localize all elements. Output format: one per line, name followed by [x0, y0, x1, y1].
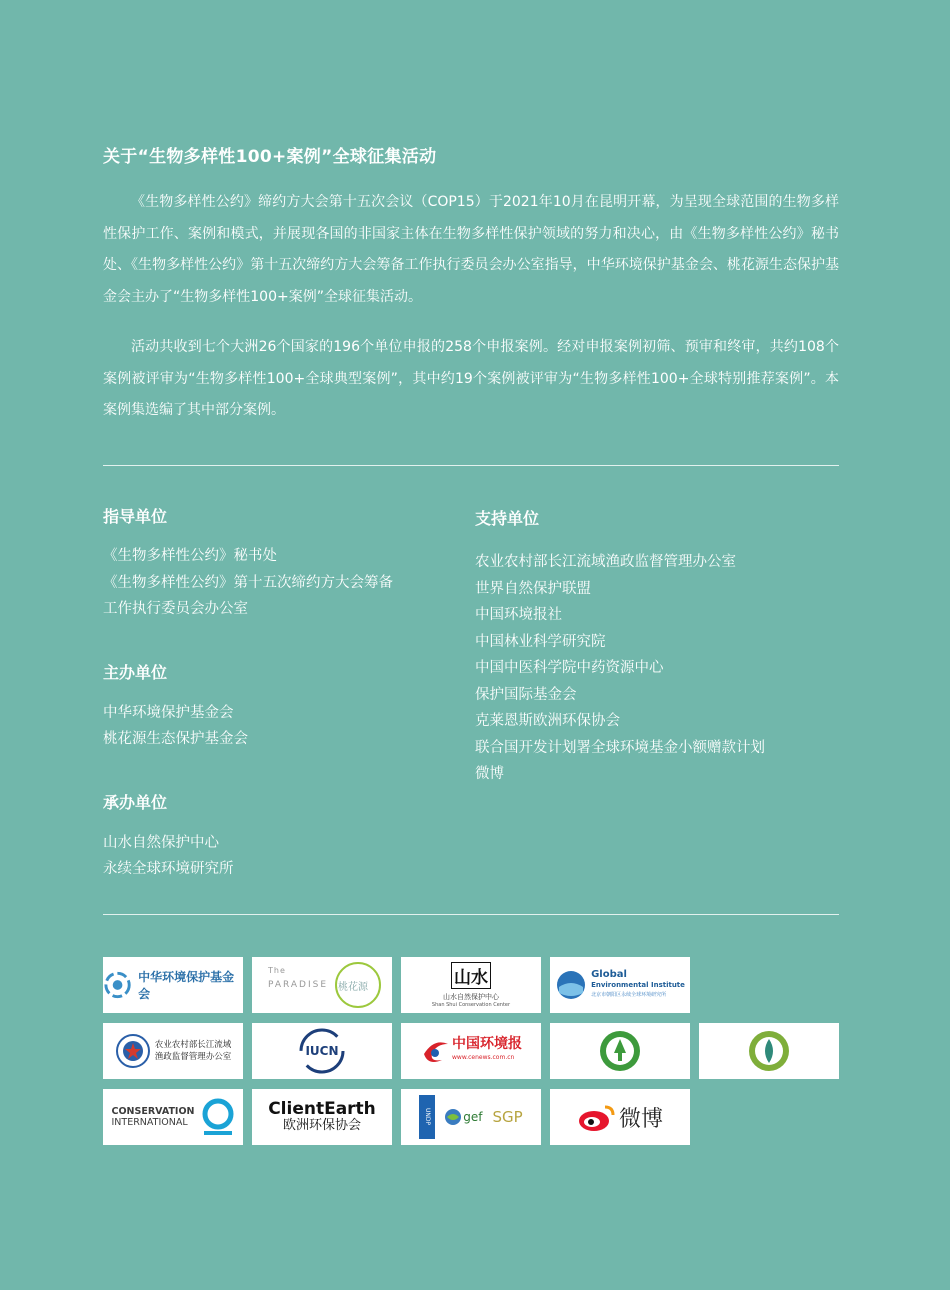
ci-ring-icon	[201, 1097, 235, 1137]
about-title: 关于“生物多样性100+案例”全球征集活动	[103, 147, 437, 167]
logo-cepf-text: 中华环境保护基金会	[138, 970, 235, 1001]
logo-yangtze	[103, 1023, 243, 1079]
logo-paradise	[252, 957, 392, 1013]
hosts-list	[103, 830, 463, 883]
logo-cepf	[103, 957, 243, 1013]
list-item: 永续全球环境研究所	[103, 861, 234, 877]
logo-shanshui-cn: 山水自然保护中心	[443, 993, 499, 1001]
logo-yangtze-l1: 农业农村部长江流域	[154, 1040, 232, 1050]
list-item: 桃花源生态保护基金会	[103, 731, 248, 747]
logo-gei	[550, 957, 690, 1013]
list-item: 《生物多样性公约》秘书处	[103, 548, 277, 564]
logo-ci-l2: INTERNATIONAL	[111, 1117, 188, 1128]
logo-shanshui-en: Shan Shui Conservation Center	[431, 1002, 511, 1008]
list-item: 山水自然保护中心	[103, 834, 219, 851]
logo-paradise-word: PARADISE	[268, 980, 329, 990]
logo-paradise-cn: 桃花源	[338, 982, 368, 993]
divider-bottom	[103, 914, 839, 915]
logo-undp-text: UNDP	[423, 1108, 431, 1126]
list-item: 联合国开发计划署全球环境基金小额赠款计划	[475, 739, 765, 756]
logo-weibo	[550, 1089, 690, 1145]
weibo-eye-icon	[577, 1101, 617, 1133]
list-item: 农业农村部长江流域渔政监督管理办公室	[475, 554, 736, 570]
undp-block	[419, 1095, 435, 1139]
list-item: 中国中医科学院中药资源中心	[475, 660, 664, 676]
shanshui-mark	[451, 962, 491, 989]
logo-gef-text: gef	[463, 1110, 483, 1124]
logo-clientearth-cn: 欧洲环保协会	[282, 1118, 361, 1133]
about-paragraph-2: 活动共收到七个大洲26个国家的196个单位申报的258个申报案例。经对申报案例初筛、预审和终审，共约108个案例被评审为“生物多样性100+全球典型案例”，其中约19个案例被评审为“生物多样性100+全球特别推荐案例”。本案例集选编了其中部分案例。	[103, 339, 839, 418]
supporters-list	[475, 549, 835, 788]
logo-undp-gef-sgp	[401, 1089, 541, 1145]
list-item: 《生物多样性公约》第十五次缔约方大会筹备	[103, 574, 393, 591]
logo-ci-l1: CONSERVATION	[111, 1106, 195, 1117]
logo-paradise-the: The	[268, 966, 286, 975]
forestry-emblem-icon	[598, 1029, 642, 1073]
logo-gei-l2: Environmental Institute	[591, 981, 685, 989]
cepf-swirl-icon	[103, 970, 132, 1000]
organizers-group	[103, 660, 463, 753]
right-column	[475, 506, 835, 788]
logo-cenews-url: www.cenews.com.cn	[452, 1054, 515, 1061]
gef-globe-icon	[443, 1107, 463, 1127]
logo-sgp-text: SGP	[492, 1108, 523, 1126]
logo-clientearth	[252, 1089, 392, 1145]
logo-gei-l1: Global	[591, 969, 627, 980]
guidance-list	[103, 543, 463, 623]
logo-shanshui-glyph: 山水	[451, 962, 491, 989]
list-item: 保护国际基金会	[475, 686, 577, 703]
guidance-group	[103, 504, 463, 623]
logo-weibo-text: 微博	[618, 1106, 663, 1132]
list-item: 中国林业科学研究院	[475, 633, 606, 650]
divider-top	[103, 465, 839, 466]
supporters-heading: 支持单位	[475, 509, 540, 528]
logo-iucn-text: IUCN	[305, 1044, 339, 1058]
logo-cenews	[401, 1023, 541, 1079]
list-item: 中国环境报社	[475, 607, 562, 623]
logo-clientearth-en: ClientEarth	[268, 1099, 376, 1119]
hosts-heading: 承办单位	[103, 792, 168, 812]
tcm-emblem-icon	[747, 1029, 791, 1073]
gei-globe-icon	[555, 969, 587, 1001]
logo-ci	[103, 1089, 243, 1145]
list-item: 世界自然保护联盟	[475, 580, 591, 597]
organizers-heading: 主办单位	[103, 662, 168, 682]
logo-cenews-cn: 中国环境报	[452, 1036, 522, 1052]
logo-forestry	[550, 1023, 690, 1079]
logo-iucn	[252, 1023, 392, 1079]
logo-tcm	[699, 1023, 839, 1079]
about-paragraph-1: 《生物多样性公约》缔约方大会第十五次会议（COP15）于2021年10月在昆明开幕，为呈现全球范围的生物多样性保护工作、案例和模式，并展现各国的非国家主体在生物多样性保护领域的努力和决心，由《生物多样性公约》秘书处、《生物多样性公约》第十五次缔约方大会筹备工作执行委员会办公室指导，中华环境保护基金会、桃花源生态保护基金会主办了“生物多样性100+案例”全球征集活动。	[103, 194, 839, 305]
cenews-swoosh-icon	[420, 1036, 450, 1066]
list-item: 中华环境保护基金会	[103, 704, 234, 721]
left-column	[103, 504, 463, 883]
hosts-group	[103, 790, 463, 883]
guidance-heading: 指导单位	[103, 507, 168, 526]
logo-gei-cn: 北京市朝阳区永续全球环境研究所	[591, 992, 667, 998]
list-item: 工作执行委员会办公室	[103, 601, 248, 617]
list-item: 克莱恩斯欧洲环保协会	[475, 713, 620, 729]
logo-shanshui	[401, 957, 541, 1013]
yangtze-emblem-icon	[115, 1033, 151, 1069]
logo-yangtze-l2: 渔政监督管理办公室	[154, 1052, 232, 1062]
list-item: 微博	[475, 766, 504, 782]
organizers-list	[103, 700, 463, 753]
